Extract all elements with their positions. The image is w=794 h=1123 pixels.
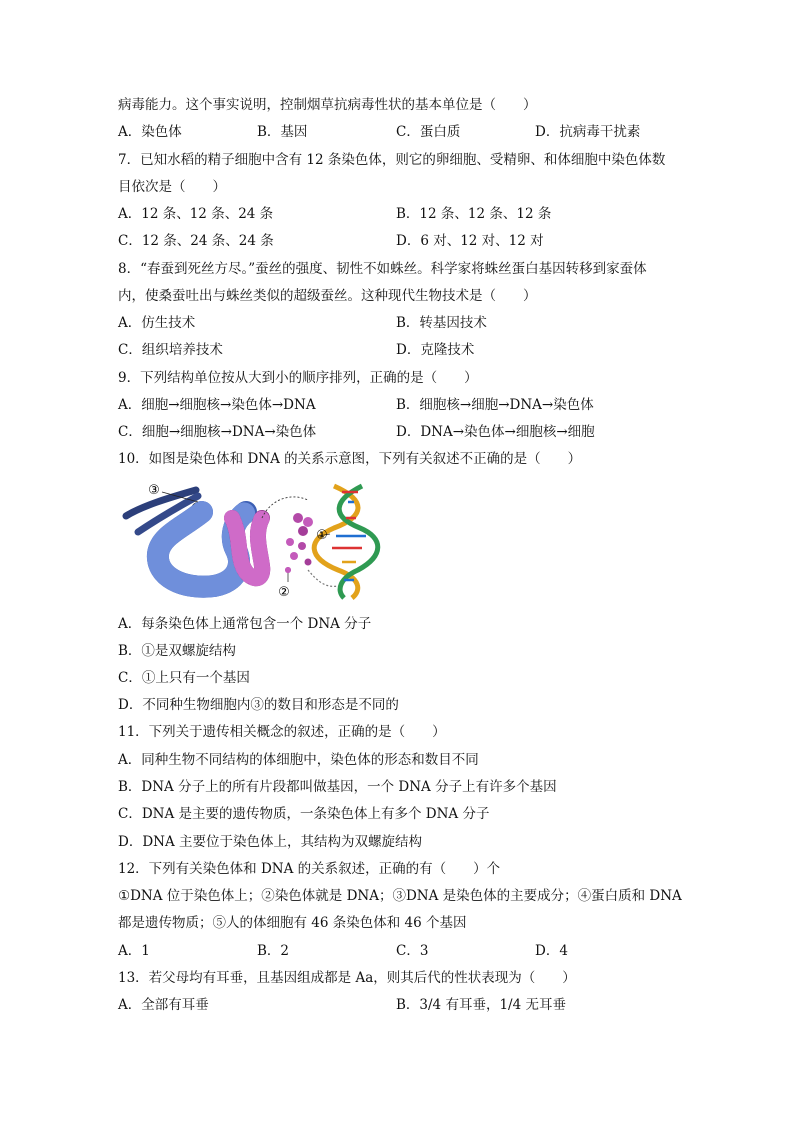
q12-body-line2: 都是遗传物质；⑤人的体细胞有 46 条染色体和 46 个基因 [118,915,467,931]
q10-option-d: D．不同种生物细胞内③的数目和形态是不同的 [118,697,399,713]
q13-option-b: B．3/4 有耳垂，1/4 无耳垂 [396,997,566,1013]
q11-option-d: D．DNA 主要位于染色体上，其结构为双螺旋结构 [118,834,422,850]
q12-body-line1: ①DNA 位于染色体上；②染色体就是 DNA；③DNA 是染色体的主要成分；④蛋白质和 DNA [118,888,682,904]
q8-option-c: C．组织培养技术 [118,342,223,358]
q6-option-a: A．染色体 [118,124,182,140]
q8-stem-line1: 8．“春蚕到死丝方尽。”蚕丝的强度、韧性不如蛛丝。科学家将蛛丝蛋白基因转移到家蚕体 [118,261,647,277]
q11-option-b: B．DNA 分子上的所有片段都叫做基因，一个 DNA 分子上有许多个基因 [118,779,557,795]
q9-option-a: A．细胞→细胞核→染色体→DNA [118,397,316,413]
q7-stem-line1: 7．已知水稻的精子细胞中含有 12 条染色体，则它的卵细胞、受精卵、和体细胞中染色体数 [118,152,666,168]
q6-option-d: D．抗病毒干扰素 [535,124,641,140]
q10-option-b: B．①是双螺旋结构 [118,643,236,659]
q7-option-c: C．12 条、24 条、24 条 [118,233,274,249]
q10-option-c: C．①上只有一个基因 [118,670,250,686]
q8-option-d: D．克隆技术 [396,342,475,358]
q9-option-c: C．细胞→细胞核→DNA→染色体 [118,424,317,440]
figure-label-3: ③ [148,483,160,498]
q8-option-a: A．仿生技术 [118,315,196,331]
q12-option-b: B．2 [257,943,290,959]
q6-continuation: 病毒能力。这个事实说明，控制烟草抗病毒性状的基本单位是（ ） [118,97,537,113]
q12-stem: 12．下列有关染色体和 DNA 的关系叙述，正确的有（ ）个 [118,861,501,877]
q10-option-a: A．每条染色体上通常包含一个 DNA 分子 [118,616,372,632]
q11-option-c: C．DNA 是主要的遗传物质，一条染色体上有多个 DNA 分子 [118,806,490,822]
q12-option-a: A．1 [118,943,150,959]
q7-option-d: D．6 对、12 对、12 对 [396,233,544,249]
q12-option-c: C．3 [396,943,429,959]
q11-option-a: A．同种生物不同结构的体细胞中，染色体的形态和数目不同 [118,752,479,768]
q8-option-b: B．转基因技术 [396,315,487,331]
figure-label-1: ① [316,528,328,543]
q9-option-b: B．细胞核→细胞→DNA→染色体 [396,397,594,413]
q13-option-a: A．全部有耳垂 [118,997,209,1013]
q10-stem: 10．如图是染色体和 DNA 的关系示意图，下列有关叙述不正确的是（ ） [118,451,582,467]
q11-stem: 11．下列关于遗传相关概念的叙述，正确的是（ ） [118,724,446,740]
q7-option-a: A．12 条、12 条、24 条 [118,206,274,222]
figure-label-2: ② [278,585,290,600]
q6-option-b: B．基因 [257,124,308,140]
q12-option-d: D．4 [535,943,568,959]
q7-stem-line2: 目依次是（ ） [118,179,226,195]
chromosome-dna-diagram [122,478,390,602]
q13-stem: 13．若父母均有耳垂，且基因组成都是 Aa，则其后代的性状表现为（ ） [118,970,576,986]
q9-option-d: D．DNA→染色体→细胞核→细胞 [396,424,595,440]
q9-stem: 9．下列结构单位按从大到小的顺序排列，正确的是（ ） [118,370,478,386]
q6-option-c: C．蛋白质 [396,124,461,140]
q8-stem-line2: 内，使桑蚕吐出与蛛丝类似的超级蚕丝。这种现代生物技术是（ ） [118,288,537,304]
q7-option-b: B．12 条、12 条、12 条 [396,206,552,222]
chromosome-dna-svg [122,478,390,602]
